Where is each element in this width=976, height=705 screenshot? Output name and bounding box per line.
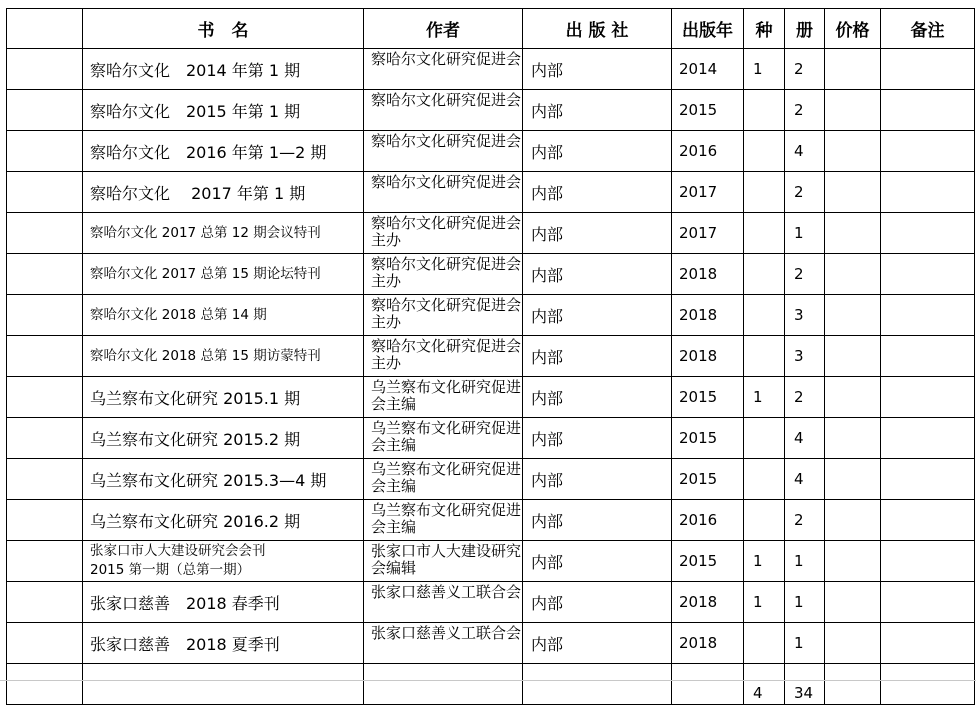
publisher-cell: 内部 xyxy=(523,418,672,459)
year-cell: 2014 xyxy=(672,49,744,90)
notes-cell xyxy=(881,131,975,172)
publisher-cell: 内部 xyxy=(523,541,672,582)
index-cell xyxy=(7,336,83,377)
price-cell xyxy=(825,336,881,377)
author-cell: 察哈尔文化研究促进会主办 xyxy=(364,213,523,254)
author-cell: 乌兰察布文化研究促进会主编 xyxy=(364,500,523,541)
publisher-cell: 内部 xyxy=(523,90,672,131)
kinds-cell xyxy=(744,623,785,664)
notes-cell xyxy=(881,377,975,418)
volumes-cell: 1 xyxy=(785,582,825,623)
notes-cell xyxy=(881,295,975,336)
kinds-cell: 1 xyxy=(744,541,785,582)
year-cell: 2015 xyxy=(672,541,744,582)
volumes-cell: 2 xyxy=(785,172,825,213)
volumes-cell: 1 xyxy=(785,213,825,254)
author-cell: 乌兰察布文化研究促进会主编 xyxy=(364,377,523,418)
title-cell: 乌兰察布文化研究 2015.3—4 期 xyxy=(83,459,364,500)
author-cell: 察哈尔文化研究促进会主办 xyxy=(364,254,523,295)
header-author: 作者 xyxy=(364,9,523,49)
table-row xyxy=(7,418,975,459)
header-title: 书 名 xyxy=(83,9,364,49)
table-row xyxy=(7,500,975,541)
publisher-cell: 内部 xyxy=(523,295,672,336)
title-cell: 乌兰察布文化研究 2016.2 期 xyxy=(83,500,364,541)
kinds-cell: 1 xyxy=(744,582,785,623)
volumes-cell: 2 xyxy=(785,254,825,295)
year-cell: 2017 xyxy=(672,172,744,213)
header-publisher: 出 版 社 xyxy=(523,9,672,49)
price-cell xyxy=(825,582,881,623)
table-row xyxy=(7,213,975,254)
book-list-table xyxy=(6,8,975,705)
notes-cell xyxy=(881,172,975,213)
index-cell xyxy=(7,213,83,254)
publisher-cell: 内部 xyxy=(523,500,672,541)
table-row xyxy=(7,254,975,295)
kinds-cell xyxy=(744,131,785,172)
table-row xyxy=(7,377,975,418)
header-kinds: 种 xyxy=(744,9,785,49)
title-cell: 察哈尔文化 2015 年第 1 期 xyxy=(83,90,364,131)
index-cell xyxy=(7,582,83,623)
volumes-cell: 4 xyxy=(785,459,825,500)
total-volumes: 34 xyxy=(785,664,825,705)
author-cell: 察哈尔文化研究促进会主办 xyxy=(364,295,523,336)
table-row xyxy=(7,295,975,336)
price-cell xyxy=(825,254,881,295)
price-cell xyxy=(825,49,881,90)
page-bottom-divider xyxy=(0,680,976,681)
publisher-cell xyxy=(523,664,672,705)
author-cell: 张家口慈善义工联合会 xyxy=(364,623,523,664)
table-row xyxy=(7,541,975,582)
notes-cell xyxy=(881,336,975,377)
index-cell xyxy=(7,418,83,459)
title-cell: 察哈尔文化 2016 年第 1—2 期 xyxy=(83,131,364,172)
index-cell xyxy=(7,295,83,336)
notes-cell xyxy=(881,254,975,295)
price-cell xyxy=(825,172,881,213)
table-row xyxy=(7,172,975,213)
index-cell xyxy=(7,664,83,705)
notes-cell xyxy=(881,90,975,131)
table-row xyxy=(7,336,975,377)
notes-cell xyxy=(881,664,975,705)
index-cell xyxy=(7,254,83,295)
table-row xyxy=(7,582,975,623)
price-cell xyxy=(825,418,881,459)
year-cell: 2018 xyxy=(672,623,744,664)
header-notes: 备注 xyxy=(881,9,975,49)
volumes-cell: 4 xyxy=(785,418,825,459)
volumes-cell: 4 xyxy=(785,131,825,172)
year-cell: 2018 xyxy=(672,295,744,336)
year-cell: 2015 xyxy=(672,90,744,131)
title-cell: 乌兰察布文化研究 2015.1 期 xyxy=(83,377,364,418)
kinds-cell xyxy=(744,213,785,254)
publisher-cell: 内部 xyxy=(523,254,672,295)
total-kinds: 4 xyxy=(744,664,785,705)
publisher-cell: 内部 xyxy=(523,336,672,377)
index-cell xyxy=(7,90,83,131)
publisher-cell: 内部 xyxy=(523,623,672,664)
header-price: 价格 xyxy=(825,9,881,49)
title-cell: 察哈尔文化 2014 年第 1 期 xyxy=(83,49,364,90)
index-cell xyxy=(7,459,83,500)
title-cell: 察哈尔文化 2017 总第 15 期论坛特刊 xyxy=(83,254,364,295)
volumes-cell: 3 xyxy=(785,295,825,336)
publisher-cell: 内部 xyxy=(523,213,672,254)
price-cell xyxy=(825,131,881,172)
table-row xyxy=(7,131,975,172)
volumes-cell: 1 xyxy=(785,623,825,664)
year-cell: 2016 xyxy=(672,500,744,541)
volumes-cell: 2 xyxy=(785,49,825,90)
price-cell xyxy=(825,295,881,336)
publisher-cell: 内部 xyxy=(523,582,672,623)
table-row xyxy=(7,49,975,90)
index-cell xyxy=(7,377,83,418)
year-cell: 2016 xyxy=(672,131,744,172)
title-cell: 乌兰察布文化研究 2015.2 期 xyxy=(83,418,364,459)
index-cell xyxy=(7,172,83,213)
index-cell xyxy=(7,49,83,90)
kinds-cell xyxy=(744,254,785,295)
title-cell xyxy=(83,541,364,582)
price-cell xyxy=(825,664,881,705)
notes-cell xyxy=(881,459,975,500)
publisher-cell: 内部 xyxy=(523,377,672,418)
totals-row xyxy=(7,664,975,705)
author-cell: 察哈尔文化研究促进会 xyxy=(364,49,523,90)
author-cell: 察哈尔文化研究促进会主办 xyxy=(364,336,523,377)
title-cell: 察哈尔文化 2017 总第 12 期会议特刊 xyxy=(83,213,364,254)
publisher-cell: 内部 xyxy=(523,131,672,172)
volumes-cell: 1 xyxy=(785,541,825,582)
notes-cell xyxy=(881,49,975,90)
index-cell xyxy=(7,623,83,664)
kinds-cell: 1 xyxy=(744,377,785,418)
index-cell xyxy=(7,131,83,172)
kinds-cell xyxy=(744,500,785,541)
price-cell xyxy=(825,90,881,131)
title-cell: 张家口慈善 2018 夏季刊 xyxy=(83,623,364,664)
volumes-cell: 2 xyxy=(785,500,825,541)
year-cell: 2018 xyxy=(672,582,744,623)
volumes-cell: 2 xyxy=(785,90,825,131)
price-cell xyxy=(825,459,881,500)
kinds-cell xyxy=(744,295,785,336)
year-cell: 2015 xyxy=(672,459,744,500)
author-cell: 乌兰察布文化研究促进会主编 xyxy=(364,418,523,459)
title-cell: 察哈尔文化 2018 总第 15 期访蒙特刊 xyxy=(83,336,364,377)
author-cell: 乌兰察布文化研究促进会主编 xyxy=(364,459,523,500)
author-cell xyxy=(364,664,523,705)
volumes-cell: 2 xyxy=(785,377,825,418)
author-cell: 察哈尔文化研究促进会 xyxy=(364,90,523,131)
kinds-cell xyxy=(744,90,785,131)
index-cell xyxy=(7,541,83,582)
kinds-cell: 1 xyxy=(744,49,785,90)
price-cell xyxy=(825,213,881,254)
title-cell: 察哈尔文化 2018 总第 14 期 xyxy=(83,295,364,336)
kinds-cell xyxy=(744,459,785,500)
title-line-1: 张家口市人大建设研究会会刊 xyxy=(90,543,266,559)
table-row xyxy=(7,623,975,664)
table-row xyxy=(7,90,975,131)
notes-cell xyxy=(881,500,975,541)
year-cell: 2018 xyxy=(672,336,744,377)
title-cell xyxy=(83,664,364,705)
notes-cell xyxy=(881,623,975,664)
title-line-2: 2015 第一期（总第一期） xyxy=(90,562,251,578)
volumes-cell: 3 xyxy=(785,336,825,377)
notes-cell xyxy=(881,541,975,582)
year-cell: 2015 xyxy=(672,418,744,459)
table-row xyxy=(7,459,975,500)
price-cell xyxy=(825,541,881,582)
index-cell xyxy=(7,500,83,541)
title-cell: 张家口慈善 2018 春季刊 xyxy=(83,582,364,623)
kinds-cell xyxy=(744,172,785,213)
publisher-cell: 内部 xyxy=(523,172,672,213)
header-row xyxy=(7,9,975,49)
publisher-cell: 内部 xyxy=(523,49,672,90)
title-cell: 察哈尔文化 2017 年第 1 期 xyxy=(83,172,364,213)
author-cell: 张家口市人大建设研究会编辑 xyxy=(364,541,523,582)
author-cell: 察哈尔文化研究促进会 xyxy=(364,131,523,172)
header-index xyxy=(7,9,83,49)
kinds-cell xyxy=(744,336,785,377)
author-cell: 察哈尔文化研究促进会 xyxy=(364,172,523,213)
year-cell: 2018 xyxy=(672,254,744,295)
price-cell xyxy=(825,500,881,541)
author-cell: 张家口慈善义工联合会 xyxy=(364,582,523,623)
year-cell: 2015 xyxy=(672,377,744,418)
notes-cell xyxy=(881,418,975,459)
header-year: 出版年 xyxy=(672,9,744,49)
year-cell: 2017 xyxy=(672,213,744,254)
notes-cell xyxy=(881,213,975,254)
publisher-cell: 内部 xyxy=(523,459,672,500)
price-cell xyxy=(825,377,881,418)
notes-cell xyxy=(881,582,975,623)
year-cell xyxy=(672,664,744,705)
kinds-cell xyxy=(744,418,785,459)
header-volumes: 册 xyxy=(785,9,825,49)
price-cell xyxy=(825,623,881,664)
